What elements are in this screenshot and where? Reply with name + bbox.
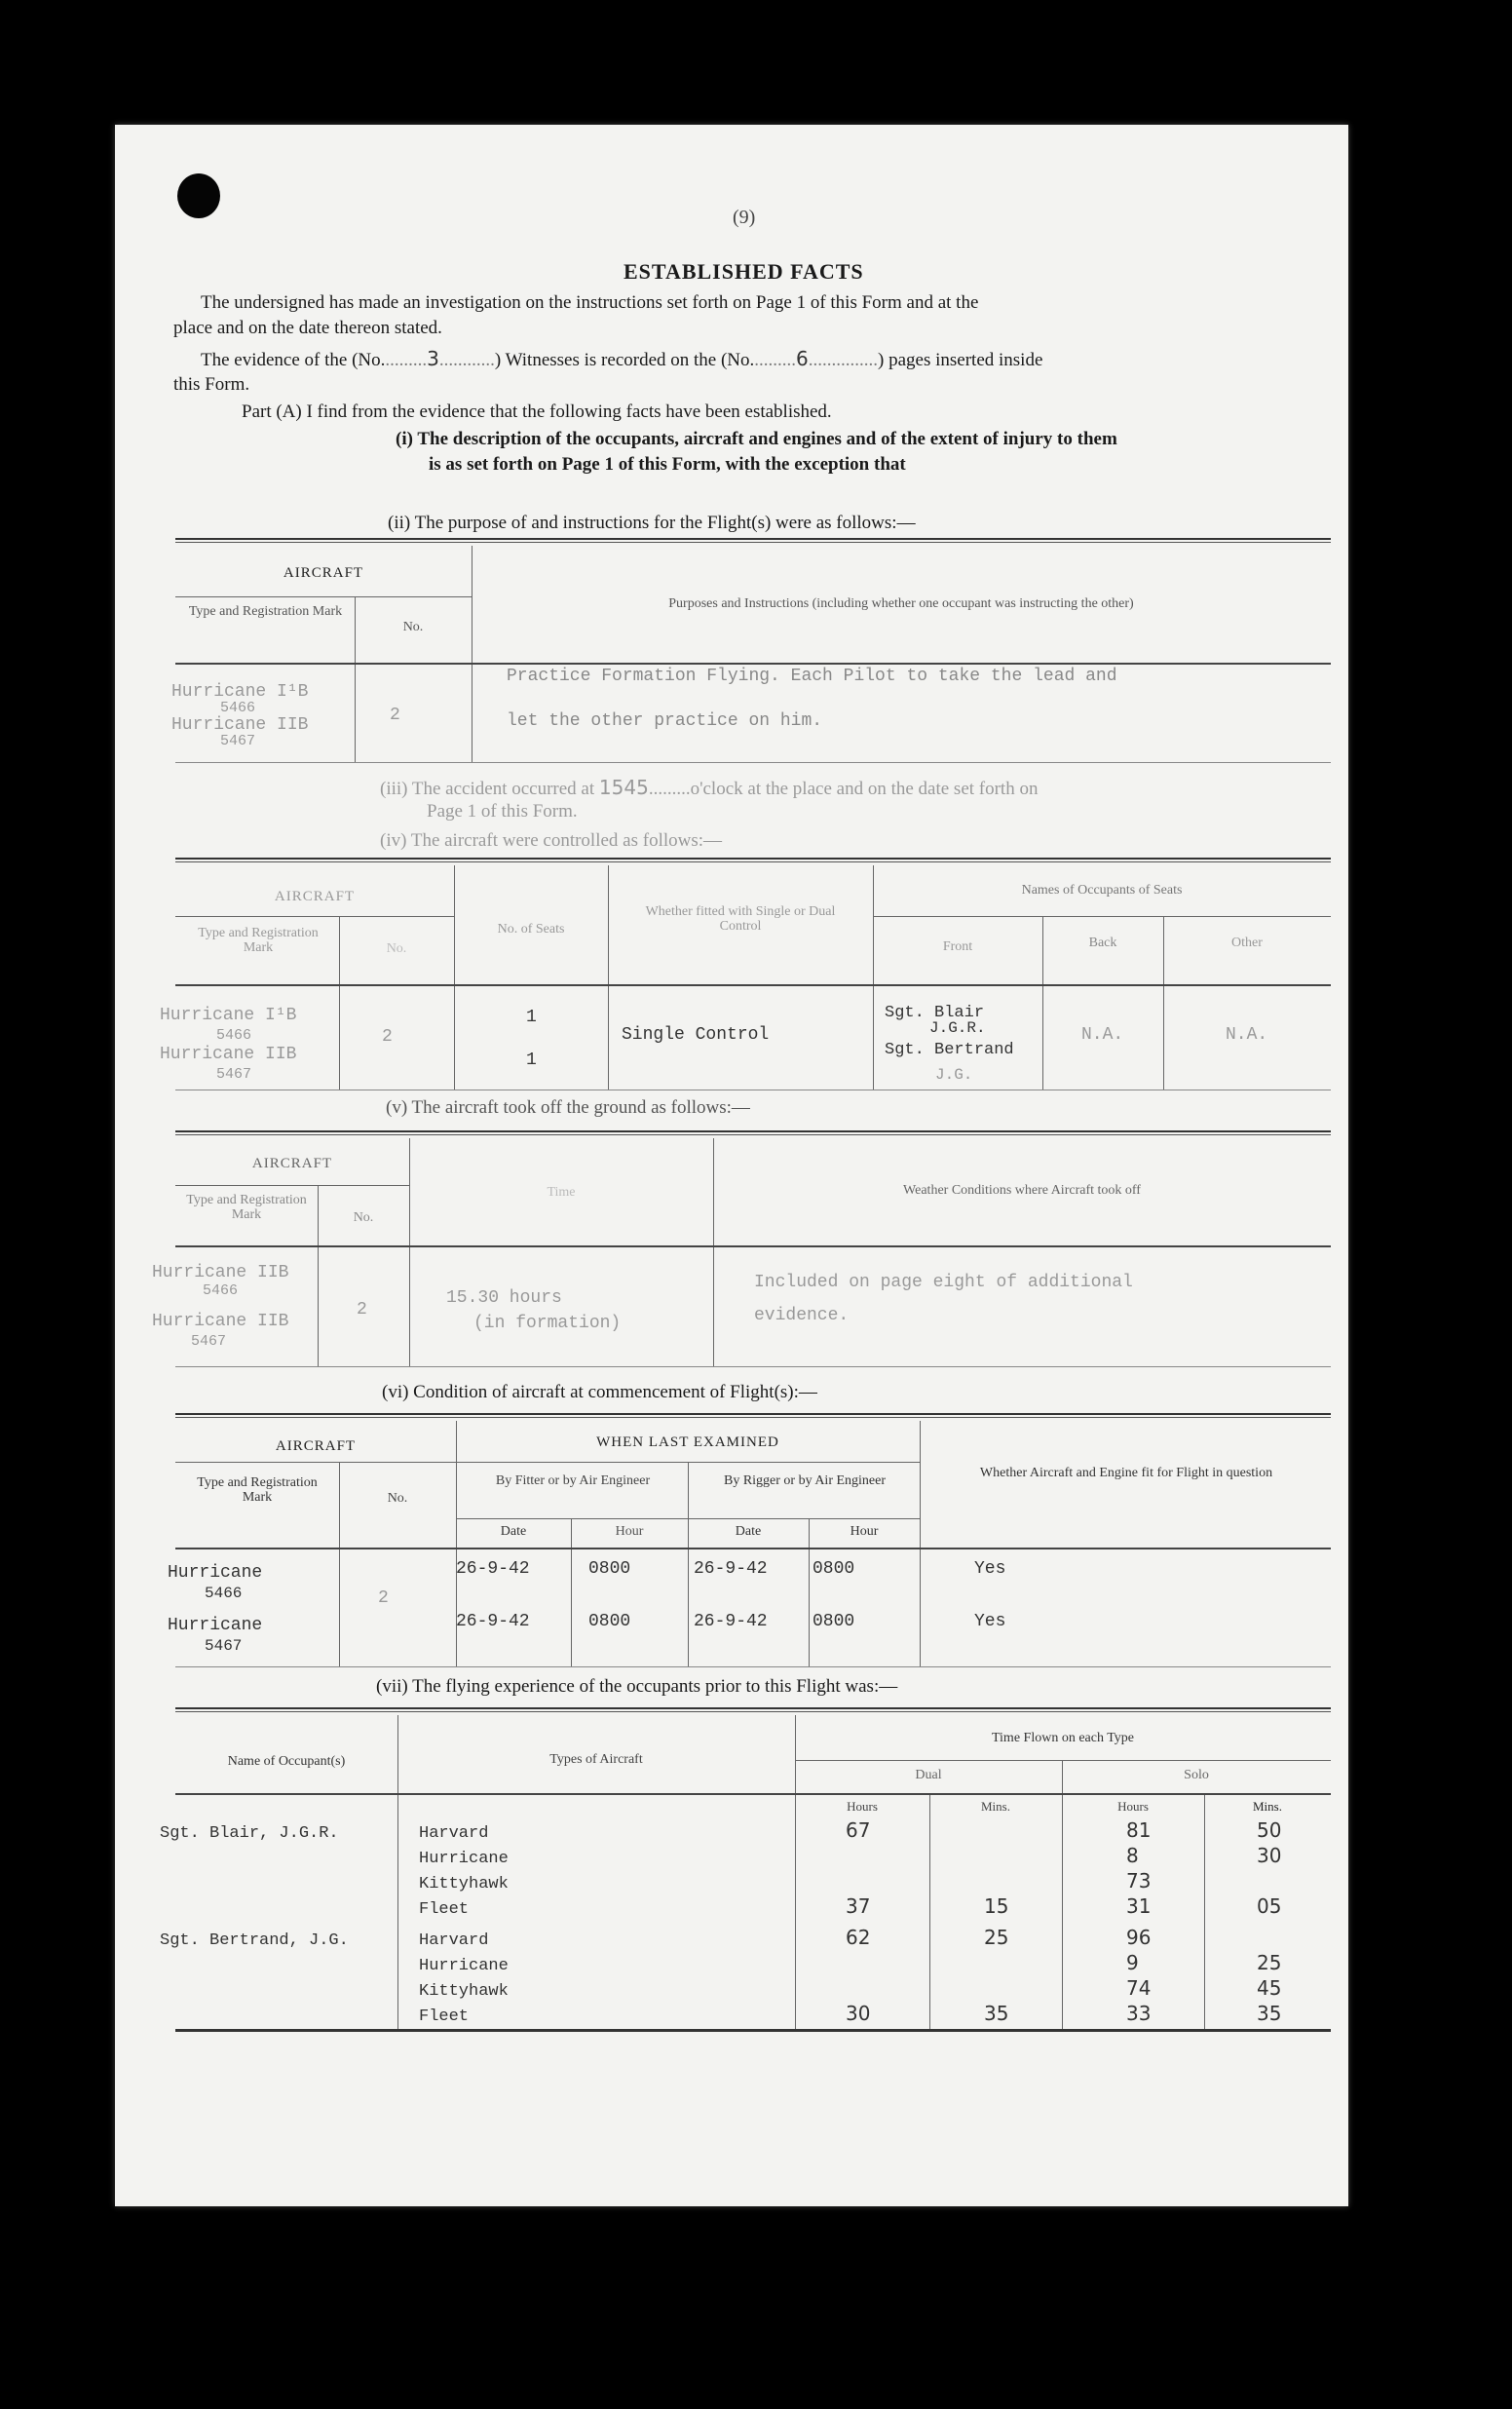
- table-iv-front-2a: Sgt. Bertrand: [885, 1041, 1014, 1059]
- table-v-weather-2: evidence.: [754, 1306, 850, 1325]
- item-i-line-2: is as set forth on Page 1 of this Form, with the exception that: [429, 454, 906, 475]
- table-v-divider: [713, 1138, 714, 1366]
- table-v-time-1: 15.30 hours: [446, 1288, 562, 1308]
- table-iv-rule: [175, 916, 454, 917]
- table-iv-front-1a: Sgt. Blair: [885, 1004, 985, 1022]
- table-iv-occupants-header: Names of Occupants of Seats: [1021, 883, 1183, 898]
- cell-type: Kittyhawk: [419, 1982, 509, 2001]
- table-iv-back-header: Back: [1088, 936, 1117, 950]
- table-iv-divider: [454, 865, 455, 1090]
- table-ii-aircraft-header: AIRCRAFT: [283, 565, 364, 581]
- table-ii-reg-1: 5466: [220, 700, 256, 716]
- cell-solo-mins: 45: [1257, 1976, 1282, 2000]
- cell-type: Hurricane: [419, 1850, 509, 1868]
- item-ii-line: (ii) The purpose of and instructions for the Flight(s) were as follows:—: [388, 513, 916, 533]
- table-vii-divider: [929, 1793, 930, 2029]
- table-ii-rule: [175, 596, 472, 597]
- evidence-dots-4: ...............: [808, 350, 879, 370]
- table-vi-type-header: Type and Registration Mark: [197, 1475, 318, 1505]
- table-ii-type-1: Hurricane I¹B: [171, 682, 309, 702]
- table-v-time-header: Time: [547, 1185, 576, 1200]
- punch-hole: [177, 173, 220, 218]
- table-vii-solo-mins-header: Mins.: [1253, 1799, 1282, 1814]
- table-v-top-rule: [175, 1130, 1331, 1135]
- table-vii-divider: [1204, 1793, 1205, 2029]
- table-ii-reg-2: 5467: [220, 733, 256, 749]
- table-iv-header-rule: [175, 984, 1331, 986]
- evidence-dots-2: ............: [438, 350, 495, 370]
- table-iv-other: N.A.: [1226, 1025, 1268, 1045]
- table-v-time-2: (in formation): [473, 1314, 622, 1333]
- page-title: ESTABLISHED FACTS: [624, 259, 864, 284]
- table-iv-reg-2: 5467: [216, 1066, 252, 1083]
- table-vii-types-header: Types of Aircraft: [549, 1752, 643, 1767]
- table-iv-no: 2: [382, 1027, 393, 1047]
- table-iv-front-header: Front: [942, 939, 973, 954]
- table-vi-header-rule: [175, 1548, 1331, 1549]
- table-vi-bottom-rule: [175, 1666, 1331, 1667]
- table-iv-seats-header: No. of Seats: [497, 922, 565, 937]
- table-iv-aircraft-header: AIRCRAFT: [274, 889, 356, 904]
- page-count: 6: [796, 347, 809, 370]
- table-vi-top-rule: [175, 1413, 1331, 1418]
- item-v-line: (v) The aircraft took off the ground as follows:—: [386, 1097, 750, 1118]
- table-iv-seats-2: 1: [526, 1051, 537, 1070]
- table-vi-type-2: Hurricane: [168, 1616, 263, 1635]
- table-vi-rigger-header: By Rigger or by Air Engineer: [723, 1473, 887, 1488]
- table-iv-back: N.A.: [1081, 1025, 1124, 1045]
- table-v-type-2: Hurricane IIB: [152, 1312, 289, 1331]
- table-vi-fit-header: Whether Aircraft and Engine fit for Flight in question: [979, 1466, 1273, 1480]
- table-vii-time-header: Time Flown on each Type: [991, 1731, 1134, 1745]
- table-ii-header-rule: [175, 663, 1331, 665]
- table-iv-seats-1: 1: [526, 1008, 537, 1027]
- cell-solo-mins: 05: [1257, 1894, 1282, 1918]
- table-vi-hour-header-2: Hour: [850, 1524, 879, 1539]
- table-iv-divider: [873, 865, 874, 1090]
- table-ii-top-rule: [175, 538, 1331, 543]
- table-v-no-header: No.: [353, 1210, 374, 1225]
- table-vi-date-2b: 26-9-42: [694, 1612, 768, 1631]
- table-vi-fitter-header: By Fitter or by Air Engineer: [495, 1473, 651, 1488]
- table-vi-fit-2: Yes: [974, 1612, 1006, 1631]
- intro-line-2: place and on the date thereon stated.: [173, 318, 442, 338]
- table-v-type-header: Type and Registration Mark: [186, 1193, 307, 1222]
- cell-dual-hours: 37: [846, 1894, 871, 1918]
- item-vii-line: (vii) The flying experience of the occupants prior to this Flight was:—: [376, 1676, 898, 1697]
- table-vi-reg-2: 5467: [205, 1637, 243, 1655]
- table-ii-purpose-1: Practice Formation Flying. Each Pilot to take the lead and: [507, 667, 1117, 686]
- cell-solo-hours: 33: [1126, 2002, 1152, 2025]
- table-v-aircraft-header: AIRCRAFT: [251, 1156, 333, 1171]
- table-v-reg-1: 5466: [203, 1282, 239, 1299]
- item-iii-text-a: (iii) The accident occurred at: [380, 779, 595, 799]
- table-v-rule: [175, 1185, 409, 1186]
- table-ii-type-header: Type and Registration Mark: [188, 604, 343, 619]
- table-vii-rule: [795, 1760, 1331, 1761]
- table-vi-date-header-2: Date: [735, 1524, 762, 1539]
- table-vi-divider: [571, 1518, 572, 1666]
- table-v-type-1: Hurricane IIB: [152, 1263, 289, 1282]
- table-vii-dual-hours-header: Hours: [847, 1799, 878, 1814]
- table-vi-no-header: No.: [387, 1491, 408, 1506]
- cell-type: Harvard: [419, 1824, 489, 1843]
- cell-dual-hours: 67: [846, 1818, 871, 1842]
- table-v-no: 2: [357, 1300, 367, 1319]
- cell-type: Fleet: [419, 1900, 470, 1919]
- table-v-header-rule: [175, 1245, 1331, 1247]
- evidence-text-a: The evidence of the (No.: [201, 350, 386, 370]
- cell-solo-hours: 81: [1126, 1818, 1152, 1842]
- table-vi-hour-1a: 0800: [588, 1559, 631, 1579]
- item-iv-line: (iv) The aircraft were controlled as follows:—: [380, 830, 723, 851]
- table-vii-divider: [795, 1715, 796, 2029]
- table-vii-dual-header: Dual: [915, 1768, 942, 1782]
- table-ii-bottom-rule: [175, 762, 1331, 763]
- table-ii-no-header: No.: [402, 620, 424, 634]
- table-vi-date-1b: 26-9-42: [456, 1612, 530, 1631]
- table-vi-fit-1: Yes: [974, 1559, 1006, 1579]
- evidence-dots-1: .........: [385, 350, 428, 370]
- table-ii-purpose-2: let the other practice on him.: [507, 711, 823, 731]
- table-vi-hour-2a: 0800: [813, 1559, 855, 1579]
- item-iii-dots: .........: [648, 779, 691, 799]
- table-vii-dual-mins-header: Mins.: [981, 1799, 1010, 1814]
- table-vi-when-header: WHEN LAST EXAMINED: [596, 1434, 779, 1450]
- table-vi-reg-1: 5466: [205, 1585, 243, 1602]
- table-iv-type-1: Hurricane I¹B: [160, 1006, 297, 1025]
- table-vi-type-1: Hurricane: [168, 1563, 263, 1583]
- witness-count: 3: [427, 347, 439, 370]
- table-iv-divider: [608, 865, 609, 1090]
- table-v-divider: [409, 1138, 410, 1366]
- table-iv-type-2: Hurricane IIB: [160, 1045, 297, 1064]
- part-a-line: Part (A) I find from the evidence that the following facts have been established.: [242, 402, 832, 422]
- table-vii-top-rule: [175, 1707, 1331, 1712]
- table-vi-no: 2: [378, 1588, 389, 1608]
- cell-solo-hours: 31: [1126, 1894, 1152, 1918]
- table-vi-divider: [809, 1518, 810, 1666]
- table-iv-top-rule: [175, 858, 1331, 862]
- table-vii-header-rule: [175, 1793, 1331, 1795]
- table-v-weather-header: Weather Conditions where Aircraft took off: [903, 1183, 1141, 1198]
- table-iv-front-2b: J.G.: [935, 1066, 973, 1084]
- table-vii-solo-hours-header: Hours: [1117, 1799, 1149, 1814]
- cell-solo-hours: 9: [1126, 1951, 1139, 1974]
- table-vii-solo-header: Solo: [1184, 1768, 1209, 1782]
- item-iii-line-1: [380, 776, 1038, 800]
- table-iv-no-header: No.: [386, 941, 407, 956]
- page-number: (9): [733, 207, 756, 228]
- cell-solo-hours: 8: [1126, 1844, 1139, 1867]
- table-vi-divider: [688, 1462, 689, 1666]
- table-iv-rule: [873, 916, 1331, 917]
- cell-solo-mins: 35: [1257, 2002, 1282, 2025]
- cell-solo-mins: 50: [1257, 1818, 1282, 1842]
- accident-time: 1545: [598, 776, 649, 799]
- table-iv-control-header: Whether fitted with Single or Dual Control: [645, 904, 836, 934]
- cell-name: Sgt. Blair, J.G.R.: [160, 1824, 339, 1843]
- table-ii-purpose-header: Purposes and Instructions (including whether one occupant was instructing the other): [668, 596, 1134, 611]
- table-iv-front-1b: J.G.R.: [929, 1019, 986, 1037]
- item-vi-line: (vi) Condition of aircraft at commencement of Flight(s):—: [382, 1382, 817, 1402]
- cell-dual-hours: 30: [846, 2002, 871, 2025]
- evidence-line-2: this Form.: [173, 374, 250, 395]
- item-i-line-1: (i) The description of the occupants, aircraft and engines and of the extent of injury to them: [396, 429, 1117, 449]
- table-vi-date-1a: 26-9-42: [456, 1559, 530, 1579]
- cell-type: Harvard: [419, 1931, 489, 1950]
- table-v-weather-1: Included on page eight of additional: [754, 1273, 1133, 1292]
- cell-solo-mins: 30: [1257, 1844, 1282, 1867]
- cell-dual-mins: 35: [984, 2002, 1009, 2025]
- table-v-reg-2: 5467: [191, 1333, 227, 1350]
- evidence-dots-3: .........: [754, 350, 797, 370]
- cell-dual-hours: 62: [846, 1926, 871, 1949]
- table-ii-no: 2: [390, 706, 400, 725]
- table-iv-type-header: Type and Registration Mark: [198, 926, 319, 955]
- cell-name: Sgt. Bertrand, J.G.: [160, 1931, 349, 1950]
- evidence-text-b: ) Witnesses is recorded on the (No.: [494, 350, 755, 370]
- cell-solo-hours: 96: [1126, 1926, 1152, 1949]
- table-v-bottom-rule: [175, 1366, 1331, 1367]
- table-vi-divider: [920, 1421, 921, 1666]
- evidence-text-c: ) pages inserted inside: [878, 350, 1043, 370]
- table-vii-bottom-rule: [175, 2029, 1331, 2032]
- cell-type: Fleet: [419, 2008, 470, 2026]
- table-vi-date-header-1: Date: [500, 1524, 527, 1539]
- table-iv-reg-1: 5466: [216, 1027, 252, 1044]
- item-iii-text-b: o'clock at the place and on the date set forth on: [690, 779, 1039, 799]
- table-vi-aircraft-header: AIRCRAFT: [275, 1438, 357, 1454]
- evidence-line: [201, 347, 1042, 371]
- cell-type: Kittyhawk: [419, 1875, 509, 1893]
- table-vi-date-2a: 26-9-42: [694, 1559, 768, 1579]
- table-vi-rule: [175, 1462, 920, 1463]
- table-vi-hour-2b: 0800: [813, 1612, 855, 1631]
- cell-dual-mins: 25: [984, 1926, 1009, 1949]
- cell-dual-mins: 15: [984, 1894, 1009, 1918]
- table-iv-control: Single Control: [622, 1025, 770, 1045]
- table-vii-name-header: Name of Occupant(s): [227, 1754, 346, 1769]
- table-ii-type-2: Hurricane IIB: [171, 715, 309, 735]
- item-iii-line-2: Page 1 of this Form.: [427, 801, 578, 822]
- table-vi-hour-1b: 0800: [588, 1612, 631, 1631]
- cell-solo-hours: 74: [1126, 1976, 1152, 2000]
- table-vi-hour-header-1: Hour: [615, 1524, 644, 1539]
- intro-line-1: The undersigned has made an investigation on the instructions set forth on Page 1 of this Form and at the: [201, 292, 979, 313]
- cell-solo-hours: 73: [1126, 1869, 1152, 1893]
- table-iv-other-header: Other: [1231, 936, 1263, 950]
- table-vi-rule: [456, 1518, 920, 1519]
- cell-solo-mins: 25: [1257, 1951, 1282, 1974]
- cell-type: Hurricane: [419, 1957, 509, 1975]
